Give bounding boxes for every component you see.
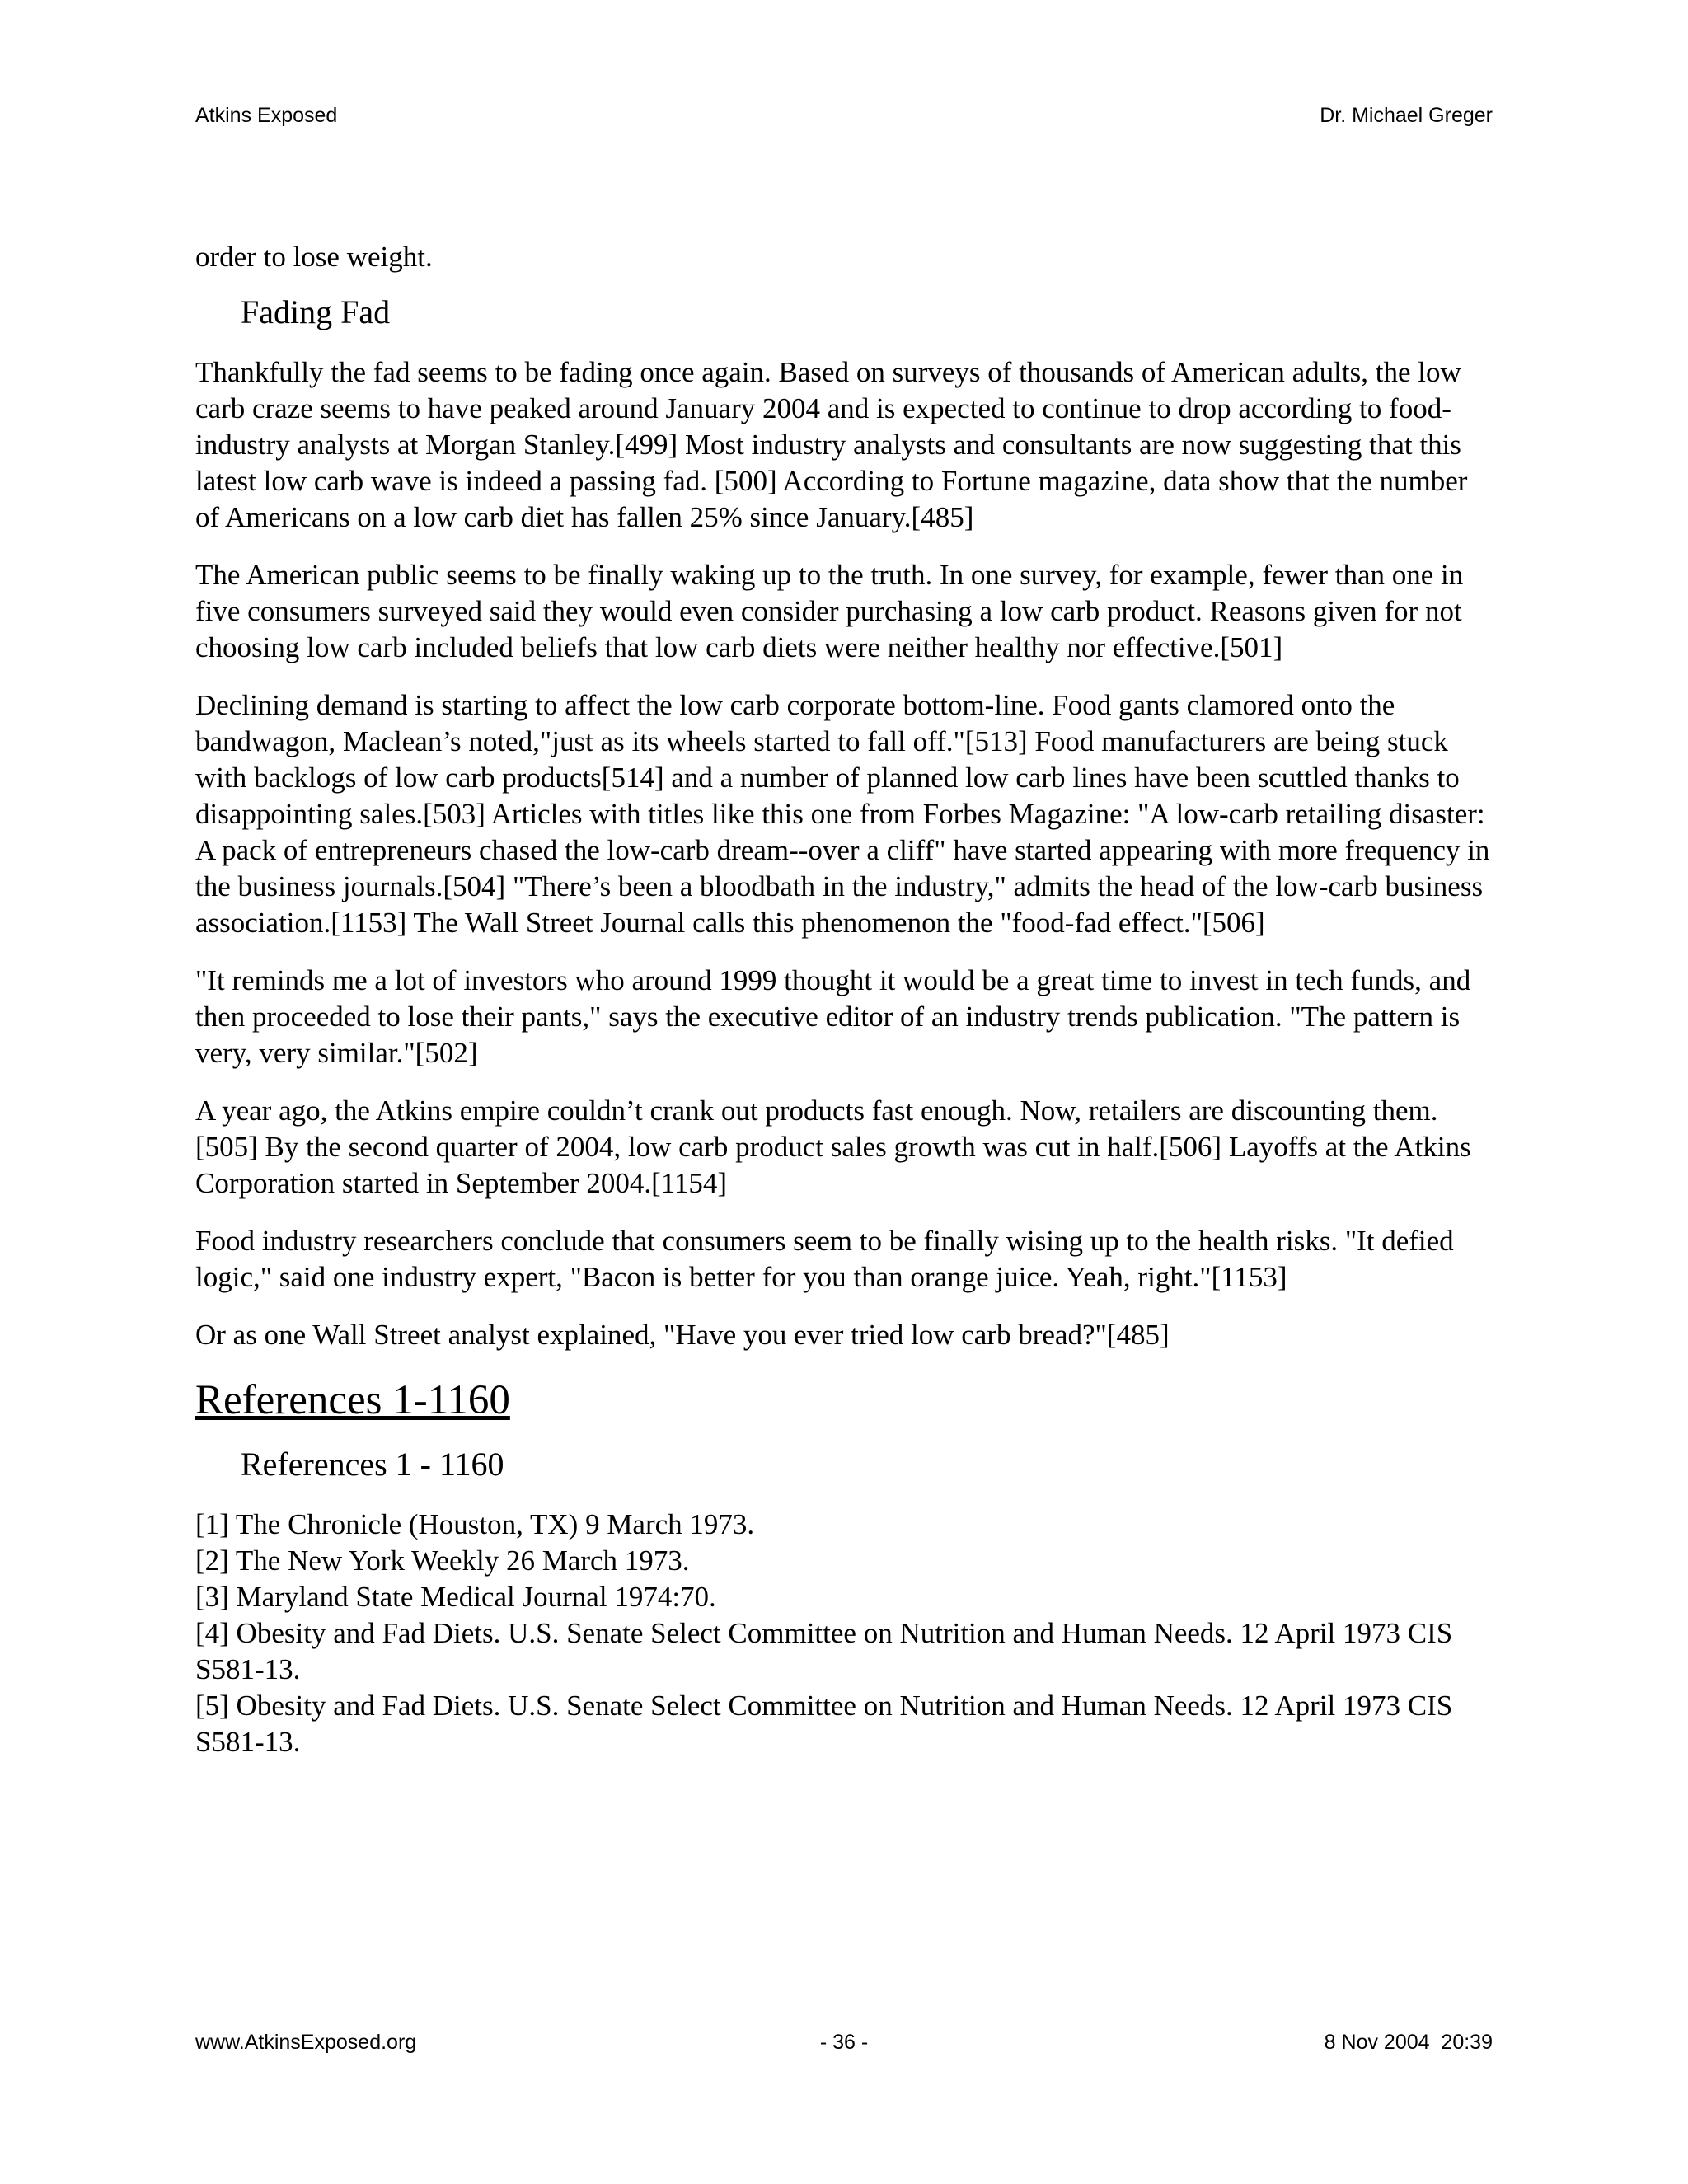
reference-item: [1] The Chronicle (Houston, TX) 9 March 1973. (195, 1508, 755, 1540)
body-paragraph: Declining demand is starting to affect the low carb corporate bottom-line. Food gants clamored onto the bandwagon, Maclean’s noted,"just as its wheels started to fall off."[513] Food manufacturers are being stuck with backlogs of low carb products[514] and a number of planned low carb lines have been scuttled thanks to disappointing sales.[503] Articles with titles like this one from Forbes Magazine: "A low-carb retailing disaster: A pack of entrepreneurs chased the low-carb dream--over a cliff" have started appearing with more frequency in the business journals.[504] "There’s been a bloodbath in the industry," admits the head of the low-carb business association.[1153] The Wall Street Journal calls this phenomenon the "food-fad effect."[506] (195, 689, 1490, 939)
footer-timestamp: 8 Nov 2004 20:39 (1324, 2031, 1493, 2054)
continued-paragraph: order to lose weight. (195, 241, 433, 273)
references-subheading: References 1 - 1160 (241, 1446, 504, 1483)
reference-list (195, 1507, 1498, 1760)
reference-item: [2] The New York Weekly 26 March 1973. (195, 1544, 690, 1577)
body-paragraph: The American public seems to be finally waking up to the truth. In one survey, for example, fewer than one in five consumers surveyed said they would even consider purchasing a low carb product. Reasons given for not choosing low carb included beliefs that low carb diets were neither healthy nor effective.[501] (195, 559, 1464, 663)
header-author: Dr. Michael Greger (1320, 104, 1493, 127)
reference-item: [3] Maryland State Medical Journal 1974:70. (195, 1581, 716, 1613)
footer-website: www.AtkinsExposed.org (195, 2031, 417, 2054)
section-heading: Fading Fad (241, 293, 391, 330)
running-header (195, 103, 1493, 128)
page-content (195, 239, 1498, 1760)
references-heading: References 1-1160 (195, 1377, 510, 1423)
body-paragraph: Thankfully the fad seems to be fading once again. Based on surveys of thousands of American adults, the low carb craze seems to have peaked around January 2004 and is expected to continue to drop according to food-industry analysts at Morgan Stanley.[499] Most industry analysts and consultants are now suggesting that this latest low carb wave is indeed a passing fad. [500] According to Fortune magazine, data show that the number of Americans on a low carb diet has fallen 25% since January.[485] (195, 356, 1468, 533)
page-number: - 36 - (819, 2031, 869, 2054)
body-paragraph: Food industry researchers conclude that consumers seem to be finally wising up to the health risks. "It defied logic," said one industry expert, "Bacon is better for you than orange juice. Yeah, right."[1153] (195, 1225, 1454, 1293)
header-title: Atkins Exposed (195, 104, 338, 127)
body-paragraph: "It reminds me a lot of investors who around 1999 thought it would be a great time to invest in tech funds, and then proceeded to lose their pants," says the executive editor of an industry trends publication. "The pattern is very, very similar."[502] (195, 964, 1471, 1069)
reference-item: [5] Obesity and Fad Diets. U.S. Senate Select Committee on Nutrition and Human Needs. 12 April 1973 CIS S581-13. (195, 1690, 1453, 1758)
reference-item: [4] Obesity and Fad Diets. U.S. Senate Select Committee on Nutrition and Human Needs. 12 April 1973 CIS S581-13. (195, 1617, 1453, 1685)
body-paragraph: Or as one Wall Street analyst explained, "Have you ever tried low carb bread?"[485] (195, 1319, 1170, 1351)
running-footer (195, 2030, 1493, 2055)
body-paragraph: A year ago, the Atkins empire couldn’t crank out products fast enough. Now, retailers are discounting them.[505] By the second quarter of 2004, low carb product sales growth was cut in half.[506] Layoffs at the Atkins Corporation started in September 2004.[1154] (195, 1094, 1471, 1199)
